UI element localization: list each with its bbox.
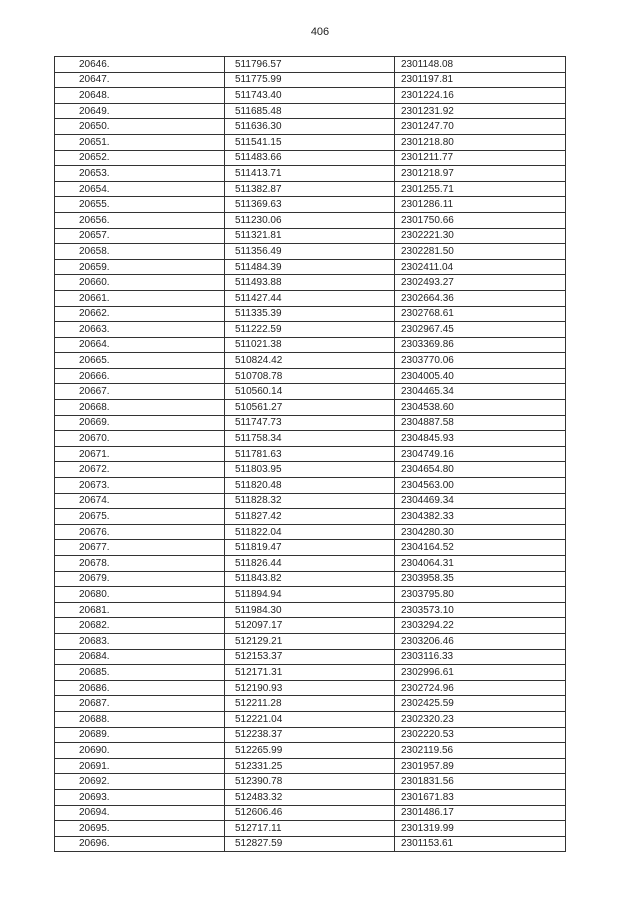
x-coordinate-cell: 511230.06 [225, 212, 395, 228]
table-row [55, 384, 566, 400]
y-coordinate-cell: 2304064.31 [395, 556, 566, 572]
x-coordinate-cell: 511826.44 [225, 556, 395, 572]
point-number-cell: 20683. [55, 633, 225, 649]
point-number-cell: 20670. [55, 431, 225, 447]
x-coordinate-cell: 512483.32 [225, 789, 395, 805]
point-number-cell: 20657. [55, 228, 225, 244]
point-number-cell: 20664. [55, 337, 225, 353]
point-number-cell: 20662. [55, 306, 225, 322]
y-coordinate-cell: 2301831.56 [395, 774, 566, 790]
x-coordinate-cell: 510708.78 [225, 368, 395, 384]
table-body [55, 57, 566, 852]
table-row [55, 415, 566, 431]
y-coordinate-cell: 2302996.61 [395, 665, 566, 681]
table-row [55, 275, 566, 291]
y-coordinate-cell: 2301486.17 [395, 805, 566, 821]
table-row [55, 478, 566, 494]
point-number-cell: 20691. [55, 758, 225, 774]
table-row [55, 696, 566, 712]
table-row [55, 446, 566, 462]
table-row [55, 228, 566, 244]
point-number-cell: 20666. [55, 368, 225, 384]
y-coordinate-cell: 2304280.30 [395, 524, 566, 540]
y-coordinate-cell: 2301671.83 [395, 789, 566, 805]
y-coordinate-cell: 2304563.00 [395, 478, 566, 494]
table-row [55, 587, 566, 603]
x-coordinate-cell: 511743.40 [225, 88, 395, 104]
x-coordinate-cell: 510561.27 [225, 400, 395, 416]
y-coordinate-cell: 2301255.71 [395, 181, 566, 197]
x-coordinate-cell: 511636.30 [225, 119, 395, 135]
x-coordinate-cell: 512097.17 [225, 618, 395, 634]
table-row [55, 400, 566, 416]
table-row [55, 244, 566, 260]
point-number-cell: 20658. [55, 244, 225, 260]
y-coordinate-cell: 2302119.56 [395, 743, 566, 759]
x-coordinate-cell: 510560.14 [225, 384, 395, 400]
point-number-cell: 20681. [55, 602, 225, 618]
point-number-cell: 20673. [55, 478, 225, 494]
point-number-cell: 20689. [55, 727, 225, 743]
table-row [55, 711, 566, 727]
y-coordinate-cell: 2302664.36 [395, 290, 566, 306]
x-coordinate-cell: 511484.39 [225, 259, 395, 275]
table-row [55, 821, 566, 837]
y-coordinate-cell: 2304465.34 [395, 384, 566, 400]
x-coordinate-cell: 511781.63 [225, 446, 395, 462]
y-coordinate-cell: 2301286.11 [395, 197, 566, 213]
x-coordinate-cell: 512390.78 [225, 774, 395, 790]
point-number-cell: 20653. [55, 166, 225, 182]
x-coordinate-cell: 511843.82 [225, 571, 395, 587]
x-coordinate-cell: 511803.95 [225, 462, 395, 478]
table-row [55, 259, 566, 275]
table-row [55, 119, 566, 135]
point-number-cell: 20652. [55, 150, 225, 166]
y-coordinate-cell: 2303294.22 [395, 618, 566, 634]
point-number-cell: 20679. [55, 571, 225, 587]
x-coordinate-cell: 511894.94 [225, 587, 395, 603]
point-number-cell: 20675. [55, 509, 225, 525]
table-row [55, 665, 566, 681]
y-coordinate-cell: 2303573.10 [395, 602, 566, 618]
table-row [55, 166, 566, 182]
y-coordinate-cell: 2303206.46 [395, 633, 566, 649]
table-row [55, 431, 566, 447]
x-coordinate-cell: 510824.42 [225, 353, 395, 369]
y-coordinate-cell: 2301247.70 [395, 119, 566, 135]
y-coordinate-cell: 2302221.30 [395, 228, 566, 244]
table-row [55, 540, 566, 556]
point-number-cell: 20684. [55, 649, 225, 665]
point-number-cell: 20686. [55, 680, 225, 696]
x-coordinate-cell: 512265.99 [225, 743, 395, 759]
x-coordinate-cell: 511747.73 [225, 415, 395, 431]
point-number-cell: 20695. [55, 821, 225, 837]
page-number: 406 [310, 26, 330, 38]
y-coordinate-cell: 2304749.16 [395, 446, 566, 462]
x-coordinate-cell: 511819.47 [225, 540, 395, 556]
x-coordinate-cell: 511796.57 [225, 57, 395, 73]
y-coordinate-cell: 2302425.59 [395, 696, 566, 712]
point-number-cell: 20693. [55, 789, 225, 805]
x-coordinate-cell: 511685.48 [225, 103, 395, 119]
y-coordinate-cell: 2301211.77 [395, 150, 566, 166]
y-coordinate-cell: 2304382.33 [395, 509, 566, 525]
point-number-cell: 20685. [55, 665, 225, 681]
table-row [55, 337, 566, 353]
y-coordinate-cell: 2302768.61 [395, 306, 566, 322]
x-coordinate-cell: 512606.46 [225, 805, 395, 821]
x-coordinate-cell: 512331.25 [225, 758, 395, 774]
y-coordinate-cell: 2301197.81 [395, 72, 566, 88]
table-row [55, 680, 566, 696]
y-coordinate-cell: 2301231.92 [395, 103, 566, 119]
point-number-cell: 20690. [55, 743, 225, 759]
table-row [55, 150, 566, 166]
x-coordinate-cell: 511820.48 [225, 478, 395, 494]
point-number-cell: 20678. [55, 556, 225, 572]
x-coordinate-cell: 512153.37 [225, 649, 395, 665]
y-coordinate-cell: 2301218.97 [395, 166, 566, 182]
point-number-cell: 20650. [55, 119, 225, 135]
point-number-cell: 20656. [55, 212, 225, 228]
table-row [55, 789, 566, 805]
table-row [55, 602, 566, 618]
y-coordinate-cell: 2301750.66 [395, 212, 566, 228]
y-coordinate-cell: 2302320.23 [395, 711, 566, 727]
point-number-cell: 20659. [55, 259, 225, 275]
y-coordinate-cell: 2302493.27 [395, 275, 566, 291]
table-row [55, 774, 566, 790]
y-coordinate-cell: 2302220.53 [395, 727, 566, 743]
x-coordinate-cell: 512238.37 [225, 727, 395, 743]
point-number-cell: 20651. [55, 134, 225, 150]
x-coordinate-cell: 511335.39 [225, 306, 395, 322]
point-number-cell: 20674. [55, 493, 225, 509]
x-coordinate-cell: 511984.30 [225, 602, 395, 618]
point-number-cell: 20692. [55, 774, 225, 790]
point-number-cell: 20694. [55, 805, 225, 821]
x-coordinate-cell: 511321.81 [225, 228, 395, 244]
point-number-cell: 20660. [55, 275, 225, 291]
table-row [55, 103, 566, 119]
x-coordinate-cell: 511775.99 [225, 72, 395, 88]
x-coordinate-cell: 511021.38 [225, 337, 395, 353]
x-coordinate-cell: 512211.28 [225, 696, 395, 712]
point-number-cell: 20688. [55, 711, 225, 727]
point-number-cell: 20665. [55, 353, 225, 369]
table-row [55, 353, 566, 369]
table-row [55, 758, 566, 774]
y-coordinate-cell: 2302281.50 [395, 244, 566, 260]
point-number-cell: 20647. [55, 72, 225, 88]
y-coordinate-cell: 2302724.96 [395, 680, 566, 696]
point-number-cell: 20672. [55, 462, 225, 478]
point-number-cell: 20646. [55, 57, 225, 73]
point-number-cell: 20669. [55, 415, 225, 431]
x-coordinate-cell: 511493.88 [225, 275, 395, 291]
table-row [55, 618, 566, 634]
x-coordinate-cell: 511541.15 [225, 134, 395, 150]
y-coordinate-cell: 2303795.80 [395, 587, 566, 603]
table-row [55, 88, 566, 104]
table-row [55, 181, 566, 197]
y-coordinate-cell: 2301319.99 [395, 821, 566, 837]
y-coordinate-cell: 2301148.08 [395, 57, 566, 73]
x-coordinate-cell: 511828.32 [225, 493, 395, 509]
table-row [55, 322, 566, 338]
table-row [55, 197, 566, 213]
x-coordinate-cell: 511758.34 [225, 431, 395, 447]
x-coordinate-cell: 511222.59 [225, 322, 395, 338]
point-number-cell: 20648. [55, 88, 225, 104]
table-row [55, 571, 566, 587]
x-coordinate-cell: 511827.42 [225, 509, 395, 525]
table-row [55, 212, 566, 228]
x-coordinate-cell: 511356.49 [225, 244, 395, 260]
point-number-cell: 20677. [55, 540, 225, 556]
point-number-cell: 20654. [55, 181, 225, 197]
table-row [55, 509, 566, 525]
point-number-cell: 20661. [55, 290, 225, 306]
y-coordinate-cell: 2302411.04 [395, 259, 566, 275]
table-row [55, 556, 566, 572]
y-coordinate-cell: 2304845.93 [395, 431, 566, 447]
y-coordinate-cell: 2303116.33 [395, 649, 566, 665]
x-coordinate-cell: 512190.93 [225, 680, 395, 696]
y-coordinate-cell: 2303958.35 [395, 571, 566, 587]
y-coordinate-cell: 2304469.34 [395, 493, 566, 509]
table-row [55, 462, 566, 478]
x-coordinate-cell: 511369.63 [225, 197, 395, 213]
x-coordinate-cell: 511382.87 [225, 181, 395, 197]
coordinates-table [54, 56, 566, 852]
x-coordinate-cell: 512171.31 [225, 665, 395, 681]
x-coordinate-cell: 511413.71 [225, 166, 395, 182]
x-coordinate-cell: 511822.04 [225, 524, 395, 540]
point-number-cell: 20655. [55, 197, 225, 213]
table-row [55, 72, 566, 88]
x-coordinate-cell: 511427.44 [225, 290, 395, 306]
point-number-cell: 20649. [55, 103, 225, 119]
point-number-cell: 20663. [55, 322, 225, 338]
point-number-cell: 20671. [55, 446, 225, 462]
y-coordinate-cell: 2301218.80 [395, 134, 566, 150]
point-number-cell: 20687. [55, 696, 225, 712]
y-coordinate-cell: 2304887.58 [395, 415, 566, 431]
x-coordinate-cell: 512129.21 [225, 633, 395, 649]
x-coordinate-cell: 512221.04 [225, 711, 395, 727]
y-coordinate-cell: 2301153.61 [395, 836, 566, 852]
point-number-cell: 20680. [55, 587, 225, 603]
x-coordinate-cell: 512827.59 [225, 836, 395, 852]
y-coordinate-cell: 2303770.06 [395, 353, 566, 369]
y-coordinate-cell: 2304005.40 [395, 368, 566, 384]
point-number-cell: 20667. [55, 384, 225, 400]
y-coordinate-cell: 2301224.16 [395, 88, 566, 104]
table-row [55, 493, 566, 509]
table-row [55, 649, 566, 665]
x-coordinate-cell: 511483.66 [225, 150, 395, 166]
table-row [55, 633, 566, 649]
point-number-cell: 20682. [55, 618, 225, 634]
table-row [55, 727, 566, 743]
y-coordinate-cell: 2304538.60 [395, 400, 566, 416]
table-row [55, 57, 566, 73]
y-coordinate-cell: 2304164.52 [395, 540, 566, 556]
y-coordinate-cell: 2302967.45 [395, 322, 566, 338]
y-coordinate-cell: 2303369.86 [395, 337, 566, 353]
table-row [55, 290, 566, 306]
x-coordinate-cell: 512717.11 [225, 821, 395, 837]
table-row [55, 368, 566, 384]
table-row [55, 134, 566, 150]
y-coordinate-cell: 2304654.80 [395, 462, 566, 478]
table-row [55, 836, 566, 852]
table-row [55, 743, 566, 759]
point-number-cell: 20676. [55, 524, 225, 540]
y-coordinate-cell: 2301957.89 [395, 758, 566, 774]
table-row [55, 306, 566, 322]
point-number-cell: 20668. [55, 400, 225, 416]
table-row [55, 805, 566, 821]
table-row [55, 524, 566, 540]
point-number-cell: 20696. [55, 836, 225, 852]
